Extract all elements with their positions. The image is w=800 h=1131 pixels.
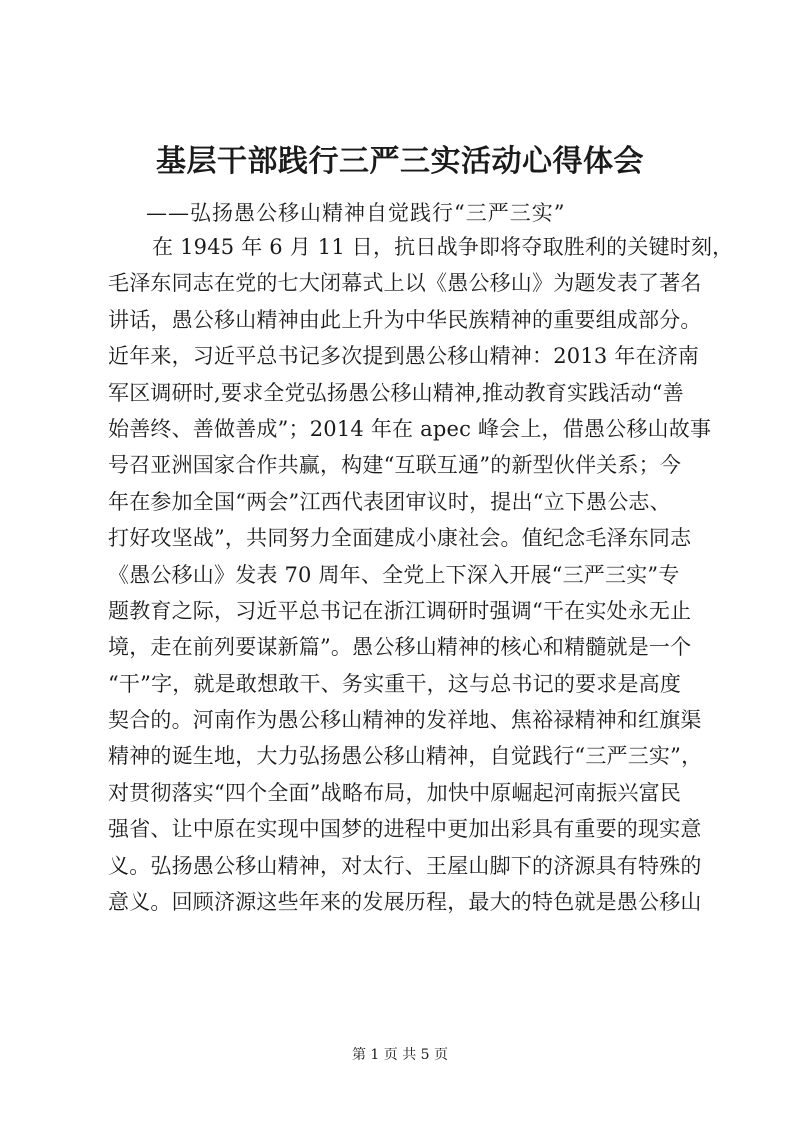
body-line: 讲话，愚公移山精神由此上升为中华民族精神的重要组成部分。 bbox=[108, 307, 702, 332]
body-line: 始善终、善做善成”；2014 年在 apec 峰会上，借愚公移山故事 bbox=[108, 416, 712, 441]
body-line: 年在参加全国“两会”江西代表团审议时，提出“立下愚公志、 bbox=[108, 489, 671, 514]
body-line: 在 1945 年 6 月 11 日，抗日战争即将夺取胜利的关键时刻， bbox=[152, 235, 734, 259]
page-number-footer: 第 1 页 共 5 页 bbox=[351, 1047, 449, 1063]
body-line: “干”字，就是敢想敢干、务实重干，这与总书记的要求是高度 bbox=[108, 671, 682, 696]
body-line: 契合的。河南作为愚公移山精神的发祥地、焦裕禄精神和红旗渠 bbox=[108, 708, 702, 733]
document-subtitle: ——弘扬愚公移山精神自觉践行“三严三实” bbox=[146, 201, 566, 225]
body-text bbox=[108, 229, 734, 920]
body-line: 近年来，习近平总书记多次提到愚公移山精神：2013 年在济南 bbox=[108, 344, 700, 369]
document-title: 基层干部践行三严三实活动心得体会 bbox=[156, 144, 644, 179]
body-line: 号召亚洲国家合作共赢，构建“互联互通”的新型伙伴关系；今 bbox=[108, 453, 682, 478]
body-line: 精神的诞生地，大力弘扬愚公移山精神，自觉践行“三严三实”， bbox=[108, 744, 703, 769]
body-line: 对贯彻落实“四个全面”战略布局，加快中原崛起河南振兴富民 bbox=[108, 780, 682, 805]
body-line: 强省、让中原在实现中国梦的进程中更加出彩具有重要的现实意 bbox=[108, 817, 702, 842]
body-line: 军区调研时,要求全党弘扬愚公移山精神,推动教育实践活动“善 bbox=[108, 380, 684, 405]
body-line: 义。弘扬愚公移山精神，对太行、王屋山脚下的济源具有特殊的 bbox=[108, 853, 702, 878]
body-line: 题教育之际，习近平总书记在浙江调研时强调“干在实处永无止 bbox=[108, 598, 692, 623]
body-line: 打好攻坚战”，共同努力全面建成小康社会。值纪念毛泽东同志 bbox=[108, 526, 692, 551]
body-line: 《愚公移山》发表 70 周年、全党上下深入开展“三严三实”专 bbox=[108, 562, 680, 587]
body-line: 毛泽东同志在党的七大闭幕式上以《愚公移山》为题发表了著名 bbox=[108, 271, 702, 296]
body-line: 境，走在前列要谋新篇”。愚公移山精神的核心和精髓就是一个 bbox=[108, 635, 692, 660]
body-line: 意义。回顾济源这些年来的发展历程，最大的特色就是愚公移山 bbox=[108, 890, 702, 915]
